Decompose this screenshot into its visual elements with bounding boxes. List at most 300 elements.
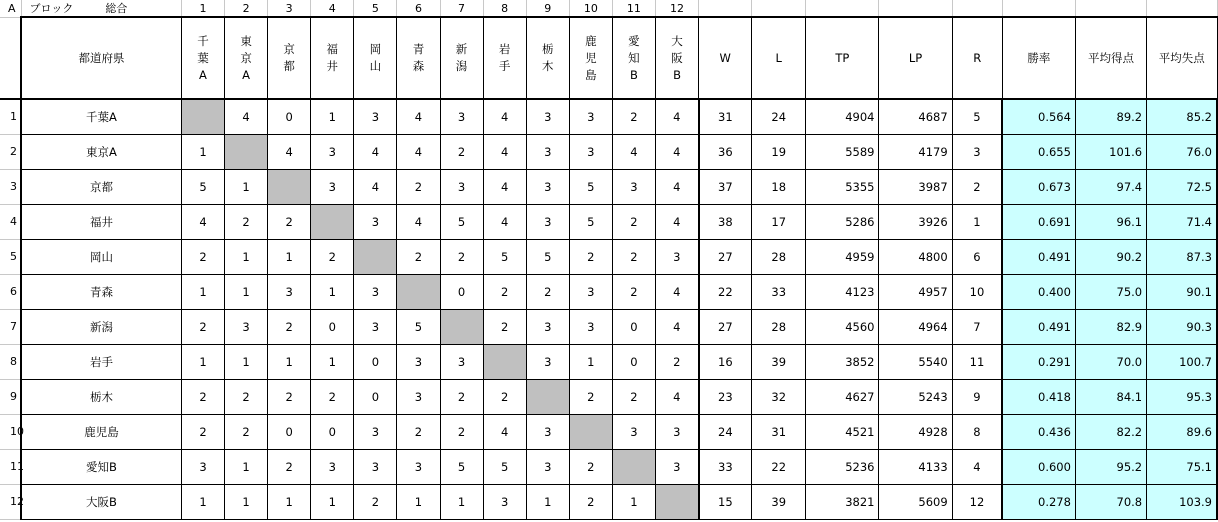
stat-cell-avg-points-against[interactable]: 100.7 bbox=[1147, 344, 1217, 379]
match-result-cell[interactable]: 2 bbox=[354, 484, 397, 519]
stat-cell-tp[interactable]: 4521 bbox=[806, 414, 879, 449]
team-header-cell[interactable] bbox=[655, 17, 698, 99]
team-header-cell[interactable] bbox=[311, 17, 354, 99]
stat-cell-l[interactable]: 39 bbox=[752, 484, 806, 519]
stat-cell-avg-points-against[interactable]: 72.5 bbox=[1147, 169, 1217, 204]
stat-header-avg-points-against[interactable]: 平均失点 bbox=[1147, 17, 1217, 99]
match-result-cell[interactable]: 1 bbox=[268, 344, 311, 379]
stat-cell-win-rate[interactable]: 0.400 bbox=[1002, 274, 1075, 309]
stat-cell-avg-points-for[interactable]: 96.1 bbox=[1075, 204, 1146, 239]
column-number-cell[interactable]: 9 bbox=[526, 0, 569, 17]
column-number-cell[interactable]: 1 bbox=[181, 0, 224, 17]
match-result-cell[interactable]: 2 bbox=[569, 449, 612, 484]
column-number-cell[interactable]: 7 bbox=[440, 0, 483, 17]
stat-cell-r[interactable]: 1 bbox=[952, 204, 1002, 239]
stat-cell-lp[interactable]: 5243 bbox=[879, 379, 952, 414]
stat-cell-win-rate[interactable]: 0.418 bbox=[1002, 379, 1075, 414]
match-result-cell[interactable]: 3 bbox=[526, 449, 569, 484]
match-result-cell[interactable]: 1 bbox=[181, 484, 224, 519]
stat-cell-tp[interactable]: 4560 bbox=[806, 309, 879, 344]
match-result-cell[interactable]: 2 bbox=[268, 449, 311, 484]
stat-cell-avg-points-against[interactable]: 90.3 bbox=[1147, 309, 1217, 344]
empty-cell[interactable] bbox=[806, 0, 879, 17]
empty-cell[interactable] bbox=[752, 0, 806, 17]
match-result-cell[interactable]: 1 bbox=[181, 134, 224, 169]
match-result-cell[interactable]: 4 bbox=[655, 379, 698, 414]
stat-cell-w[interactable]: 36 bbox=[699, 134, 752, 169]
team-header-cell[interactable] bbox=[268, 17, 311, 99]
stat-cell-win-rate[interactable]: 0.691 bbox=[1002, 204, 1075, 239]
stat-cell-lp[interactable]: 4133 bbox=[879, 449, 952, 484]
team-header-cell[interactable] bbox=[526, 17, 569, 99]
match-result-cell[interactable]: 4 bbox=[655, 309, 698, 344]
match-result-cell[interactable]: 1 bbox=[225, 169, 268, 204]
match-result-cell[interactable]: 1 bbox=[225, 274, 268, 309]
stat-cell-win-rate[interactable]: 0.564 bbox=[1002, 99, 1075, 134]
match-result-cell[interactable]: 2 bbox=[526, 274, 569, 309]
match-result-cell[interactable]: 2 bbox=[483, 379, 526, 414]
match-result-cell[interactable]: 5 bbox=[440, 449, 483, 484]
column-number-cell[interactable]: 5 bbox=[354, 0, 397, 17]
team-header-cell[interactable] bbox=[440, 17, 483, 99]
match-result-cell[interactable]: 2 bbox=[397, 169, 440, 204]
match-result-cell[interactable]: 4 bbox=[397, 204, 440, 239]
match-result-cell[interactable]: 2 bbox=[440, 134, 483, 169]
match-result-cell[interactable]: 1 bbox=[569, 344, 612, 379]
stat-cell-win-rate[interactable]: 0.491 bbox=[1002, 239, 1075, 274]
match-result-cell[interactable]: 2 bbox=[612, 239, 655, 274]
team-name-cell[interactable]: 新潟 bbox=[21, 309, 181, 344]
match-result-cell[interactable]: 2 bbox=[397, 239, 440, 274]
team-header-cell[interactable] bbox=[225, 17, 268, 99]
stat-cell-r[interactable]: 12 bbox=[952, 484, 1002, 519]
match-result-cell[interactable]: 4 bbox=[655, 169, 698, 204]
stat-cell-lp[interactable]: 5540 bbox=[879, 344, 952, 379]
match-result-cell[interactable]: 2 bbox=[612, 204, 655, 239]
match-result-cell[interactable]: 3 bbox=[526, 414, 569, 449]
match-result-cell[interactable]: 3 bbox=[526, 204, 569, 239]
match-result-cell[interactable]: 3 bbox=[311, 169, 354, 204]
match-result-cell[interactable]: 3 bbox=[526, 309, 569, 344]
match-result-cell[interactable]: 2 bbox=[268, 379, 311, 414]
stat-cell-win-rate[interactable]: 0.278 bbox=[1002, 484, 1075, 519]
match-result-cell[interactable]: 3 bbox=[655, 239, 698, 274]
stat-cell-avg-points-against[interactable]: 76.0 bbox=[1147, 134, 1217, 169]
stat-cell-w[interactable]: 37 bbox=[699, 169, 752, 204]
stat-cell-win-rate[interactable]: 0.673 bbox=[1002, 169, 1075, 204]
stat-cell-w[interactable]: 33 bbox=[699, 449, 752, 484]
match-result-cell[interactable]: 0 bbox=[311, 309, 354, 344]
stat-cell-win-rate[interactable]: 0.436 bbox=[1002, 414, 1075, 449]
match-result-cell[interactable]: 3 bbox=[569, 309, 612, 344]
match-result-cell[interactable]: 2 bbox=[569, 239, 612, 274]
empty-cell[interactable] bbox=[1002, 0, 1075, 17]
stat-cell-lp[interactable]: 3987 bbox=[879, 169, 952, 204]
stat-cell-tp[interactable]: 5355 bbox=[806, 169, 879, 204]
match-result-cell[interactable]: 2 bbox=[483, 274, 526, 309]
team-name-cell[interactable]: 栃木 bbox=[21, 379, 181, 414]
match-result-cell[interactable]: 3 bbox=[397, 379, 440, 414]
match-result-cell[interactable]: 1 bbox=[225, 449, 268, 484]
diagonal-cell[interactable] bbox=[354, 239, 397, 274]
team-name-cell[interactable]: 千葉A bbox=[21, 99, 181, 134]
match-result-cell[interactable]: 3 bbox=[354, 449, 397, 484]
stat-cell-avg-points-for[interactable]: 82.9 bbox=[1075, 309, 1146, 344]
match-result-cell[interactable]: 5 bbox=[483, 239, 526, 274]
column-number-cell[interactable]: 3 bbox=[268, 0, 311, 17]
match-result-cell[interactable]: 2 bbox=[483, 309, 526, 344]
stat-cell-w[interactable]: 15 bbox=[699, 484, 752, 519]
stat-cell-l[interactable]: 18 bbox=[752, 169, 806, 204]
stat-cell-l[interactable]: 24 bbox=[752, 99, 806, 134]
empty-cell[interactable] bbox=[1147, 0, 1217, 17]
stat-cell-l[interactable]: 28 bbox=[752, 309, 806, 344]
diagonal-cell[interactable] bbox=[440, 309, 483, 344]
match-result-cell[interactable]: 5 bbox=[440, 204, 483, 239]
stat-cell-avg-points-for[interactable]: 97.4 bbox=[1075, 169, 1146, 204]
stat-cell-avg-points-against[interactable]: 95.3 bbox=[1147, 379, 1217, 414]
stat-cell-l[interactable]: 19 bbox=[752, 134, 806, 169]
row-number-cell[interactable]: 5 bbox=[0, 239, 21, 274]
match-result-cell[interactable]: 3 bbox=[440, 99, 483, 134]
stat-cell-r[interactable]: 5 bbox=[952, 99, 1002, 134]
match-result-cell[interactable]: 1 bbox=[181, 274, 224, 309]
match-result-cell[interactable]: 1 bbox=[225, 484, 268, 519]
match-result-cell[interactable]: 3 bbox=[440, 169, 483, 204]
match-result-cell[interactable]: 1 bbox=[311, 484, 354, 519]
row-number-cell[interactable]: 6 bbox=[0, 274, 21, 309]
match-result-cell[interactable]: 5 bbox=[181, 169, 224, 204]
stat-cell-avg-points-against[interactable]: 87.3 bbox=[1147, 239, 1217, 274]
team-name-cell[interactable]: 東京A bbox=[21, 134, 181, 169]
stat-cell-lp[interactable]: 4687 bbox=[879, 99, 952, 134]
match-result-cell[interactable]: 4 bbox=[655, 134, 698, 169]
match-result-cell[interactable]: 2 bbox=[181, 414, 224, 449]
stat-cell-r[interactable]: 7 bbox=[952, 309, 1002, 344]
match-result-cell[interactable]: 5 bbox=[569, 204, 612, 239]
match-result-cell[interactable]: 2 bbox=[311, 239, 354, 274]
stat-cell-l[interactable]: 22 bbox=[752, 449, 806, 484]
team-name-cell[interactable]: 愛知B bbox=[21, 449, 181, 484]
match-result-cell[interactable]: 2 bbox=[569, 379, 612, 414]
match-result-cell[interactable]: 3 bbox=[225, 309, 268, 344]
match-result-cell[interactable]: 5 bbox=[569, 169, 612, 204]
match-result-cell[interactable]: 2 bbox=[397, 414, 440, 449]
row-number-cell[interactable]: 4 bbox=[0, 204, 21, 239]
stat-cell-lp[interactable]: 4928 bbox=[879, 414, 952, 449]
diagonal-cell[interactable] bbox=[612, 449, 655, 484]
column-number-cell[interactable]: 10 bbox=[569, 0, 612, 17]
stat-cell-l[interactable]: 28 bbox=[752, 239, 806, 274]
match-result-cell[interactable]: 0 bbox=[268, 414, 311, 449]
match-result-cell[interactable]: 1 bbox=[225, 344, 268, 379]
stat-cell-lp[interactable]: 4800 bbox=[879, 239, 952, 274]
match-result-cell[interactable]: 2 bbox=[225, 414, 268, 449]
match-result-cell[interactable]: 0 bbox=[354, 379, 397, 414]
team-name-cell[interactable]: 岩手 bbox=[21, 344, 181, 379]
match-result-cell[interactable]: 4 bbox=[483, 134, 526, 169]
match-result-cell[interactable]: 1 bbox=[268, 484, 311, 519]
stat-cell-avg-points-for[interactable]: 70.8 bbox=[1075, 484, 1146, 519]
stat-header-win-rate[interactable]: 勝率 bbox=[1002, 17, 1075, 99]
match-result-cell[interactable]: 2 bbox=[181, 309, 224, 344]
stat-cell-r[interactable]: 11 bbox=[952, 344, 1002, 379]
stat-cell-tp[interactable]: 3821 bbox=[806, 484, 879, 519]
team-name-cell[interactable]: 鹿児島 bbox=[21, 414, 181, 449]
match-result-cell[interactable]: 4 bbox=[483, 204, 526, 239]
match-result-cell[interactable]: 3 bbox=[354, 309, 397, 344]
match-result-cell[interactable]: 3 bbox=[311, 134, 354, 169]
stat-cell-w[interactable]: 23 bbox=[699, 379, 752, 414]
match-result-cell[interactable]: 3 bbox=[569, 99, 612, 134]
stat-cell-r[interactable]: 6 bbox=[952, 239, 1002, 274]
column-number-cell[interactable]: 2 bbox=[225, 0, 268, 17]
match-result-cell[interactable]: 3 bbox=[440, 344, 483, 379]
block-letter-cell[interactable]: A bbox=[0, 0, 21, 17]
stat-header-r[interactable]: R bbox=[952, 17, 1002, 99]
match-result-cell[interactable]: 2 bbox=[268, 204, 311, 239]
match-result-cell[interactable]: 2 bbox=[612, 379, 655, 414]
stat-cell-avg-points-for[interactable]: 82.2 bbox=[1075, 414, 1146, 449]
column-number-cell[interactable]: 4 bbox=[311, 0, 354, 17]
stat-cell-tp[interactable]: 3852 bbox=[806, 344, 879, 379]
stat-cell-lp[interactable]: 5609 bbox=[879, 484, 952, 519]
diagonal-cell[interactable] bbox=[397, 274, 440, 309]
stat-cell-w[interactable]: 24 bbox=[699, 414, 752, 449]
match-result-cell[interactable]: 3 bbox=[483, 484, 526, 519]
match-result-cell[interactable]: 5 bbox=[526, 239, 569, 274]
match-result-cell[interactable]: 0 bbox=[268, 99, 311, 134]
stat-cell-r[interactable]: 9 bbox=[952, 379, 1002, 414]
column-number-cell[interactable]: 11 bbox=[612, 0, 655, 17]
stat-cell-avg-points-against[interactable]: 85.2 bbox=[1147, 99, 1217, 134]
match-result-cell[interactable]: 3 bbox=[354, 274, 397, 309]
stat-cell-lp[interactable]: 3926 bbox=[879, 204, 952, 239]
row-number-cell[interactable]: 9 bbox=[0, 379, 21, 414]
diagonal-cell[interactable] bbox=[655, 484, 698, 519]
stat-cell-avg-points-against[interactable]: 75.1 bbox=[1147, 449, 1217, 484]
match-result-cell[interactable]: 5 bbox=[483, 449, 526, 484]
match-result-cell[interactable]: 1 bbox=[268, 239, 311, 274]
match-result-cell[interactable]: 3 bbox=[354, 99, 397, 134]
row-number-cell[interactable]: 2 bbox=[0, 134, 21, 169]
empty-cell[interactable] bbox=[952, 0, 1002, 17]
stat-cell-tp[interactable]: 4904 bbox=[806, 99, 879, 134]
stat-cell-w[interactable]: 31 bbox=[699, 99, 752, 134]
stat-cell-win-rate[interactable]: 0.655 bbox=[1002, 134, 1075, 169]
stat-cell-avg-points-for[interactable]: 89.2 bbox=[1075, 99, 1146, 134]
stat-cell-tp[interactable]: 4959 bbox=[806, 239, 879, 274]
empty-cell[interactable] bbox=[879, 0, 952, 17]
stat-cell-tp[interactable]: 5589 bbox=[806, 134, 879, 169]
stat-cell-r[interactable]: 3 bbox=[952, 134, 1002, 169]
diagonal-cell[interactable] bbox=[268, 169, 311, 204]
match-result-cell[interactable]: 3 bbox=[526, 99, 569, 134]
match-result-cell[interactable]: 0 bbox=[612, 309, 655, 344]
diagonal-cell[interactable] bbox=[311, 204, 354, 239]
stat-cell-tp[interactable]: 5286 bbox=[806, 204, 879, 239]
stat-cell-l[interactable]: 17 bbox=[752, 204, 806, 239]
match-result-cell[interactable]: 4 bbox=[483, 99, 526, 134]
match-result-cell[interactable]: 1 bbox=[397, 484, 440, 519]
stat-cell-w[interactable]: 27 bbox=[699, 309, 752, 344]
row-number-cell[interactable]: 7 bbox=[0, 309, 21, 344]
match-result-cell[interactable]: 3 bbox=[655, 414, 698, 449]
diagonal-cell[interactable] bbox=[483, 344, 526, 379]
match-result-cell[interactable]: 2 bbox=[268, 309, 311, 344]
stat-cell-avg-points-for[interactable]: 90.2 bbox=[1075, 239, 1146, 274]
row-number-cell[interactable]: 3 bbox=[0, 169, 21, 204]
match-result-cell[interactable]: 0 bbox=[354, 344, 397, 379]
team-header-cell[interactable] bbox=[181, 17, 224, 99]
column-number-cell[interactable]: 8 bbox=[483, 0, 526, 17]
match-result-cell[interactable]: 1 bbox=[181, 344, 224, 379]
match-result-cell[interactable]: 2 bbox=[440, 239, 483, 274]
match-result-cell[interactable]: 3 bbox=[569, 134, 612, 169]
match-result-cell[interactable]: 4 bbox=[483, 414, 526, 449]
diagonal-cell[interactable] bbox=[526, 379, 569, 414]
match-result-cell[interactable]: 4 bbox=[655, 204, 698, 239]
stat-cell-l[interactable]: 33 bbox=[752, 274, 806, 309]
match-result-cell[interactable]: 3 bbox=[354, 414, 397, 449]
match-result-cell[interactable]: 4 bbox=[225, 99, 268, 134]
match-result-cell[interactable]: 4 bbox=[181, 204, 224, 239]
stat-header-avg-points-for[interactable]: 平均得点 bbox=[1075, 17, 1146, 99]
team-name-cell[interactable]: 福井 bbox=[21, 204, 181, 239]
match-result-cell[interactable]: 0 bbox=[311, 414, 354, 449]
stat-cell-w[interactable]: 38 bbox=[699, 204, 752, 239]
stat-cell-tp[interactable]: 4123 bbox=[806, 274, 879, 309]
match-result-cell[interactable]: 4 bbox=[612, 134, 655, 169]
match-result-cell[interactable]: 3 bbox=[354, 204, 397, 239]
stat-cell-tp[interactable]: 4627 bbox=[806, 379, 879, 414]
match-result-cell[interactable]: 3 bbox=[526, 169, 569, 204]
team-header-cell[interactable] bbox=[483, 17, 526, 99]
match-result-cell[interactable]: 1 bbox=[311, 274, 354, 309]
stat-cell-l[interactable]: 31 bbox=[752, 414, 806, 449]
match-result-cell[interactable]: 3 bbox=[181, 449, 224, 484]
match-result-cell[interactable]: 2 bbox=[225, 379, 268, 414]
stat-cell-avg-points-against[interactable]: 103.9 bbox=[1147, 484, 1217, 519]
team-header-cell[interactable] bbox=[569, 17, 612, 99]
match-result-cell[interactable]: 4 bbox=[354, 134, 397, 169]
match-result-cell[interactable]: 3 bbox=[311, 449, 354, 484]
match-result-cell[interactable]: 4 bbox=[397, 134, 440, 169]
diagonal-cell[interactable] bbox=[569, 414, 612, 449]
team-name-cell[interactable]: 大阪B bbox=[21, 484, 181, 519]
match-result-cell[interactable]: 1 bbox=[612, 484, 655, 519]
empty-cell[interactable] bbox=[1075, 0, 1146, 17]
match-result-cell[interactable]: 2 bbox=[225, 204, 268, 239]
match-result-cell[interactable]: 4 bbox=[483, 169, 526, 204]
match-result-cell[interactable]: 4 bbox=[354, 169, 397, 204]
match-result-cell[interactable]: 2 bbox=[311, 379, 354, 414]
stat-cell-w[interactable]: 22 bbox=[699, 274, 752, 309]
match-result-cell[interactable]: 3 bbox=[612, 414, 655, 449]
match-result-cell[interactable]: 2 bbox=[181, 239, 224, 274]
block-title-cell[interactable] bbox=[21, 0, 181, 17]
stat-cell-avg-points-for[interactable]: 84.1 bbox=[1075, 379, 1146, 414]
column-number-cell[interactable]: 12 bbox=[655, 0, 698, 17]
match-result-cell[interactable]: 3 bbox=[655, 449, 698, 484]
stat-cell-avg-points-for[interactable]: 101.6 bbox=[1075, 134, 1146, 169]
match-result-cell[interactable]: 2 bbox=[655, 344, 698, 379]
stat-cell-r[interactable]: 2 bbox=[952, 169, 1002, 204]
stat-cell-w[interactable]: 27 bbox=[699, 239, 752, 274]
match-result-cell[interactable]: 2 bbox=[181, 379, 224, 414]
match-result-cell[interactable]: 3 bbox=[526, 134, 569, 169]
stat-cell-avg-points-for[interactable]: 75.0 bbox=[1075, 274, 1146, 309]
stat-header-w[interactable]: W bbox=[699, 17, 752, 99]
column-number-cell[interactable]: 6 bbox=[397, 0, 440, 17]
match-result-cell[interactable]: 5 bbox=[397, 309, 440, 344]
row-number-cell[interactable]: 10 bbox=[0, 414, 21, 449]
match-result-cell[interactable]: 3 bbox=[397, 344, 440, 379]
diagonal-cell[interactable] bbox=[181, 99, 224, 134]
team-header-cell[interactable] bbox=[354, 17, 397, 99]
match-result-cell[interactable]: 1 bbox=[311, 99, 354, 134]
stat-cell-r[interactable]: 4 bbox=[952, 449, 1002, 484]
row-number-cell[interactable]: 8 bbox=[0, 344, 21, 379]
match-result-cell[interactable]: 1 bbox=[440, 484, 483, 519]
stat-cell-avg-points-against[interactable]: 90.1 bbox=[1147, 274, 1217, 309]
prefecture-header[interactable]: 都道府県 bbox=[21, 17, 181, 99]
row-number-cell[interactable]: 11 bbox=[0, 449, 21, 484]
stat-cell-tp[interactable]: 5236 bbox=[806, 449, 879, 484]
stat-cell-win-rate[interactable]: 0.491 bbox=[1002, 309, 1075, 344]
match-result-cell[interactable]: 4 bbox=[268, 134, 311, 169]
stat-cell-r[interactable]: 10 bbox=[952, 274, 1002, 309]
row-number-cell[interactable] bbox=[0, 17, 21, 99]
match-result-cell[interactable]: 1 bbox=[225, 239, 268, 274]
match-result-cell[interactable]: 4 bbox=[397, 99, 440, 134]
team-header-cell[interactable] bbox=[612, 17, 655, 99]
row-number-cell[interactable]: 12 bbox=[0, 484, 21, 519]
match-result-cell[interactable]: 2 bbox=[612, 99, 655, 134]
diagonal-cell[interactable] bbox=[225, 134, 268, 169]
match-result-cell[interactable]: 2 bbox=[440, 414, 483, 449]
match-result-cell[interactable]: 0 bbox=[612, 344, 655, 379]
row-number-cell[interactable]: 1 bbox=[0, 99, 21, 134]
stat-cell-lp[interactable]: 4964 bbox=[879, 309, 952, 344]
stat-cell-avg-points-against[interactable]: 89.6 bbox=[1147, 414, 1217, 449]
stat-cell-lp[interactable]: 4179 bbox=[879, 134, 952, 169]
stat-cell-r[interactable]: 8 bbox=[952, 414, 1002, 449]
match-result-cell[interactable]: 3 bbox=[569, 274, 612, 309]
match-result-cell[interactable]: 2 bbox=[440, 379, 483, 414]
match-result-cell[interactable]: 3 bbox=[526, 344, 569, 379]
empty-cell[interactable] bbox=[699, 0, 752, 17]
stat-header-lp[interactable]: LP bbox=[879, 17, 952, 99]
stat-header-tp[interactable]: TP bbox=[806, 17, 879, 99]
team-name-cell[interactable]: 京都 bbox=[21, 169, 181, 204]
match-result-cell[interactable]: 0 bbox=[440, 274, 483, 309]
match-result-cell[interactable]: 2 bbox=[569, 484, 612, 519]
match-result-cell[interactable]: 2 bbox=[612, 274, 655, 309]
team-name-cell[interactable]: 岡山 bbox=[21, 239, 181, 274]
match-result-cell[interactable]: 3 bbox=[397, 449, 440, 484]
stat-cell-l[interactable]: 39 bbox=[752, 344, 806, 379]
stat-cell-avg-points-for[interactable]: 70.0 bbox=[1075, 344, 1146, 379]
stat-cell-w[interactable]: 16 bbox=[699, 344, 752, 379]
match-result-cell[interactable]: 1 bbox=[311, 344, 354, 379]
match-result-cell[interactable]: 4 bbox=[655, 99, 698, 134]
team-name-cell[interactable]: 青森 bbox=[21, 274, 181, 309]
match-result-cell[interactable]: 1 bbox=[526, 484, 569, 519]
stat-cell-win-rate[interactable]: 0.291 bbox=[1002, 344, 1075, 379]
stat-cell-lp[interactable]: 4957 bbox=[879, 274, 952, 309]
match-result-cell[interactable]: 4 bbox=[655, 274, 698, 309]
